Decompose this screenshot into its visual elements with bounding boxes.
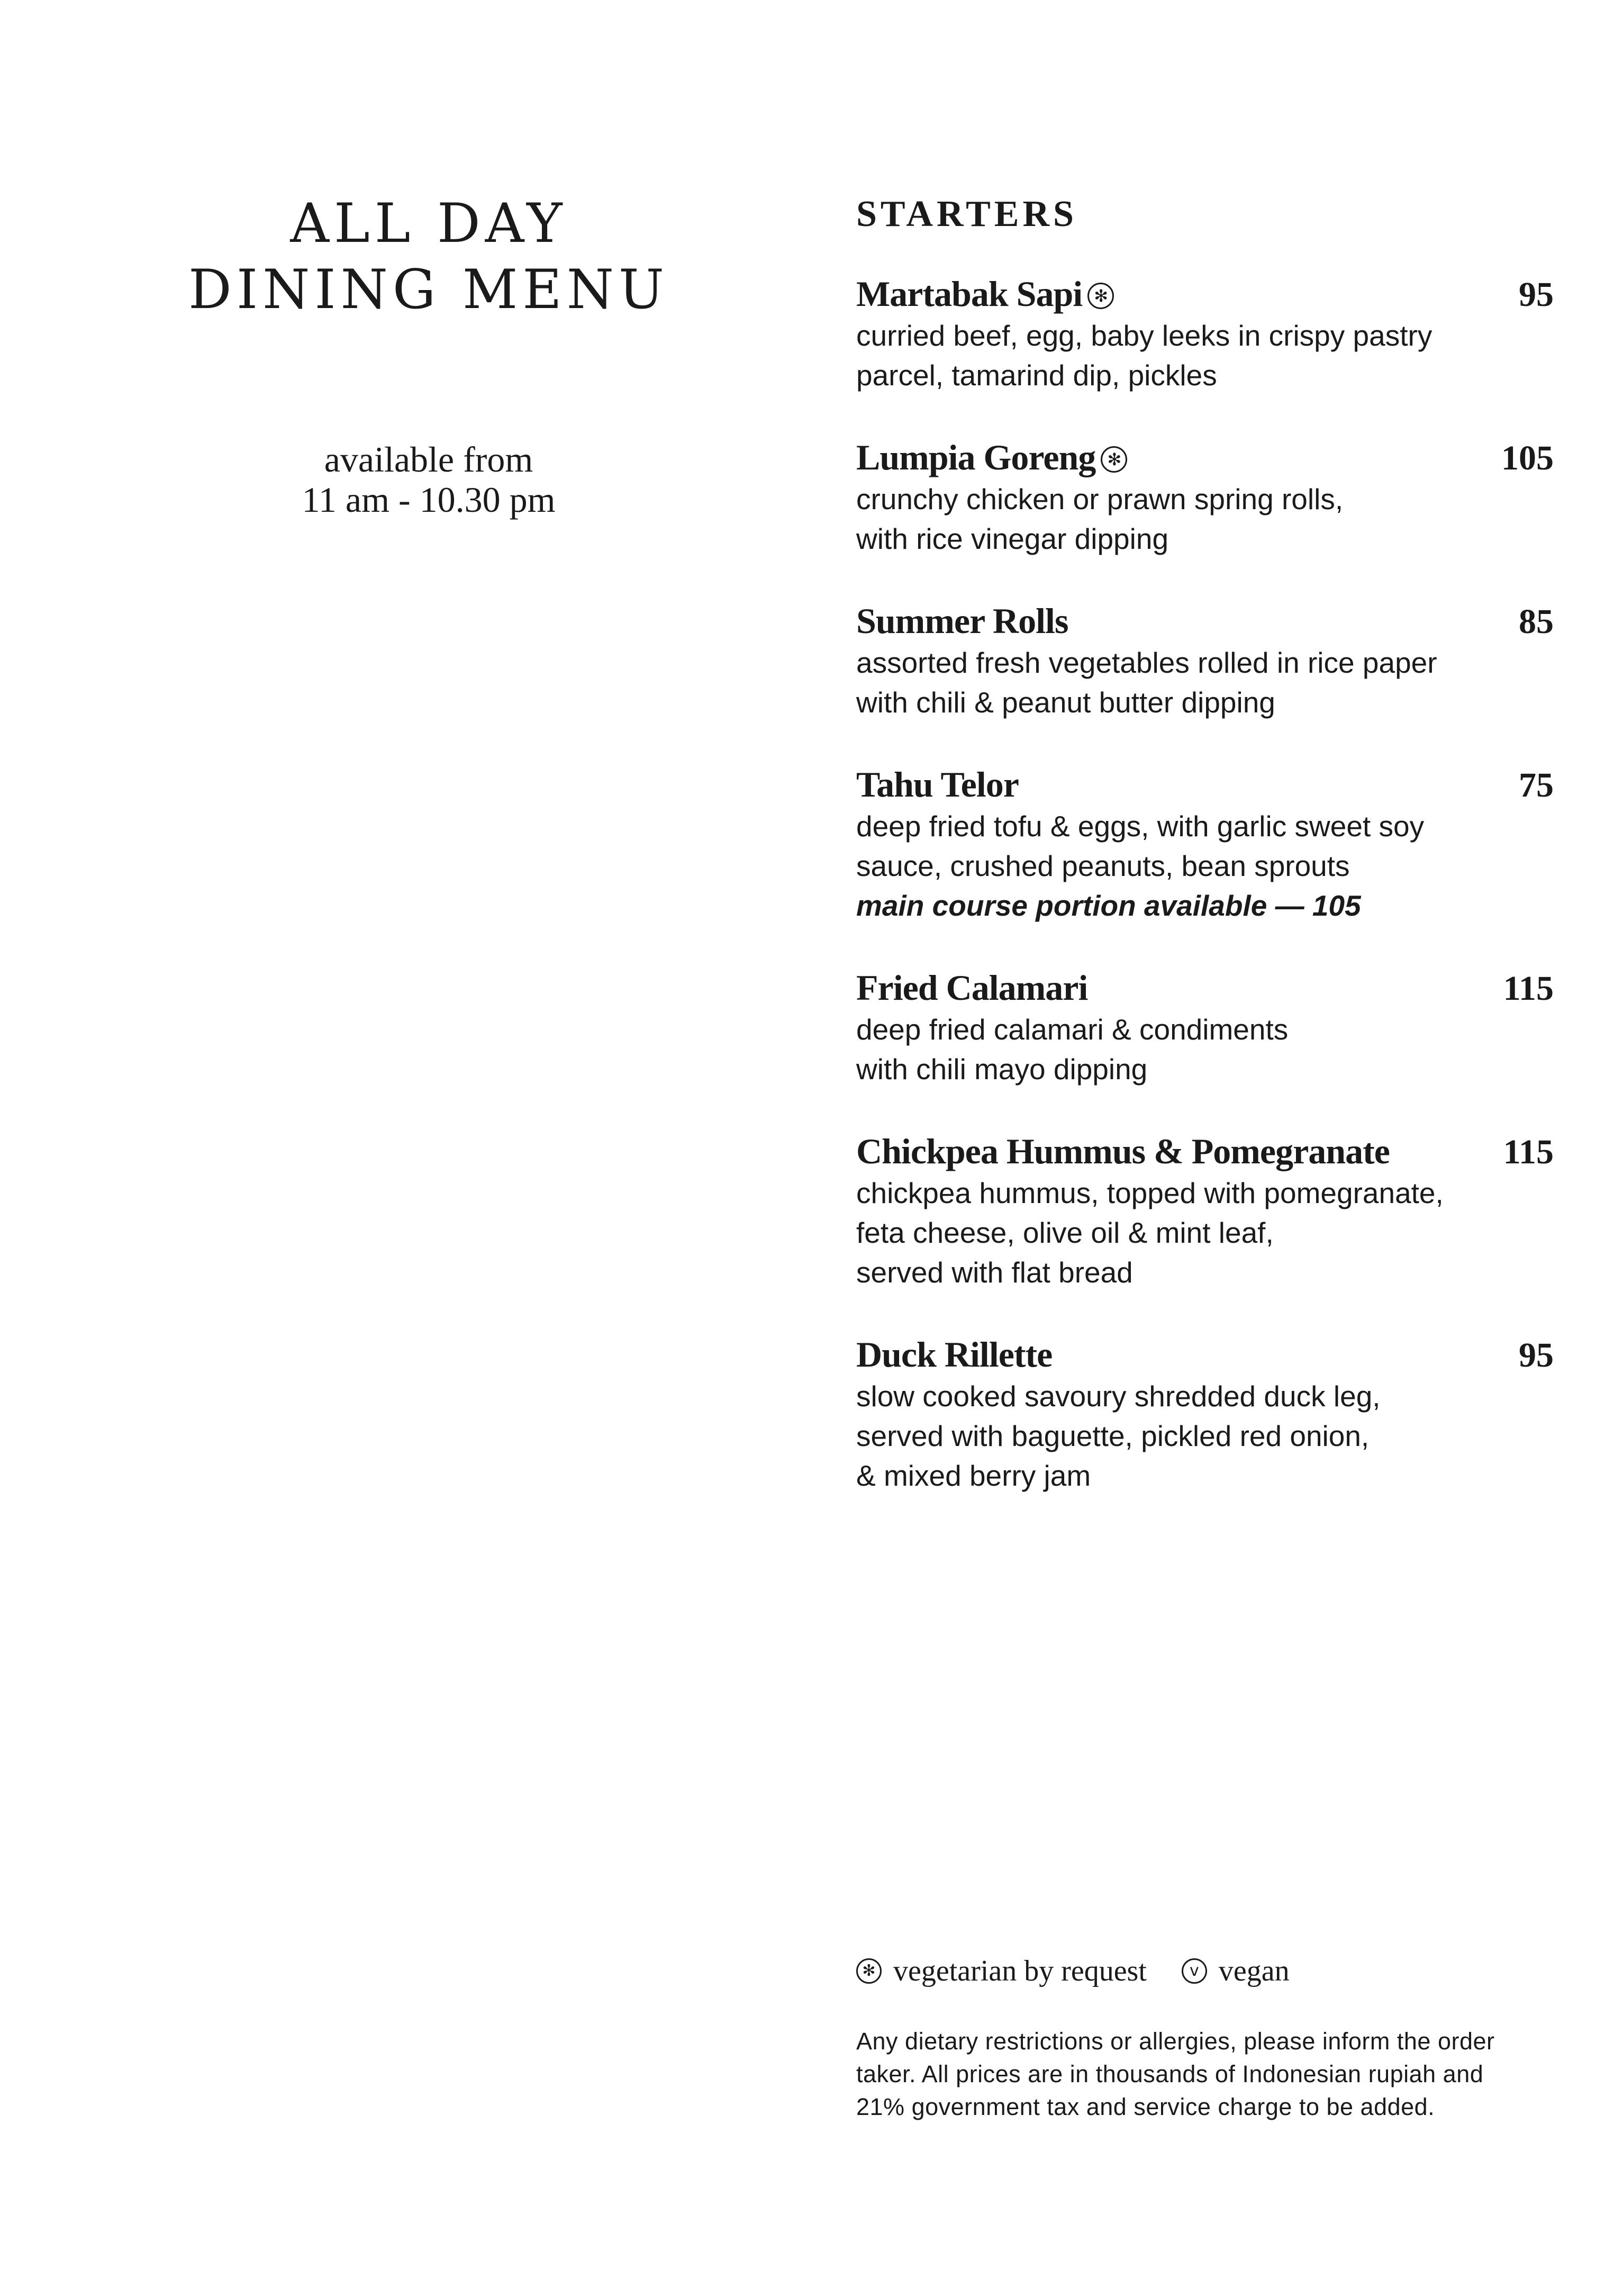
- item-description: [856, 480, 1554, 559]
- availability-label: available from: [324, 439, 533, 480]
- availability-hours: [153, 439, 704, 520]
- disclaimer-line: taker. All prices are in thousands of Indonesian rupiah and: [856, 2060, 1484, 2087]
- item-price: 115: [1503, 1133, 1554, 1171]
- starters-section: [856, 193, 1554, 1536]
- item-name: Chickpea Hummus & Pomegranate: [856, 1131, 1390, 1171]
- disclaimer-text: [856, 2025, 1560, 2123]
- menu-item-summer-rolls: [856, 600, 1554, 722]
- description-line: curried beef, egg, baby leeks in crispy pastry: [856, 319, 1432, 352]
- legend-vegetarian: [856, 1954, 1147, 1988]
- description-line: assorted fresh vegetables rolled in rice paper: [856, 646, 1437, 679]
- item-price: 75: [1519, 766, 1554, 804]
- menu-item-tahu-telor: [856, 763, 1554, 926]
- description-line: served with baguette, pickled red onion,: [856, 1420, 1370, 1452]
- description-line: deep fried calamari & condiments: [856, 1013, 1289, 1046]
- menu-item-duck-rillette: [856, 1333, 1554, 1496]
- vegetarian-by-request-icon: ✻: [856, 1958, 882, 1984]
- description-line: deep fried tofu & eggs, with garlic sweet soy: [856, 810, 1425, 843]
- menu-item-martabak-sapi: [856, 273, 1554, 395]
- description-line: crunchy chicken or prawn spring rolls,: [856, 483, 1344, 516]
- item-name: Fried Calamari: [856, 968, 1088, 1008]
- description-line: sauce, crushed peanuts, bean sprouts: [856, 849, 1350, 882]
- item-price: 105: [1501, 439, 1554, 477]
- item-name: Summer Rolls: [856, 601, 1068, 641]
- item-description: [856, 1173, 1554, 1292]
- description-line: with chili & peanut butter dipping: [856, 686, 1275, 719]
- menu-item-lumpia-goreng: [856, 436, 1554, 559]
- item-description: [856, 1377, 1554, 1496]
- menu-item-fried-calamari: [856, 966, 1554, 1089]
- legend-vegan: [1182, 1954, 1290, 1988]
- item-name: Lumpia Goreng: [856, 437, 1096, 477]
- item-description: [856, 1010, 1554, 1089]
- menu-header: [153, 191, 704, 520]
- legend-vegetarian-label: vegetarian by request: [893, 1955, 1147, 1987]
- vegetarian-by-request-icon: ✻: [1087, 283, 1114, 309]
- description-line: with rice vinegar dipping: [856, 522, 1169, 555]
- menu-item-chickpea-hummus: [856, 1130, 1554, 1292]
- item-note: main course portion available — 105: [856, 889, 1361, 922]
- item-price: 95: [1519, 1336, 1554, 1375]
- item-description: [856, 316, 1554, 395]
- item-price: 85: [1519, 602, 1554, 641]
- description-line: slow cooked savoury shredded duck leg,: [856, 1380, 1381, 1413]
- availability-time: 11 am - 10.30 pm: [302, 480, 556, 520]
- item-name: Martabak Sapi: [856, 274, 1083, 314]
- legend-vegan-label: vegan: [1218, 1955, 1290, 1987]
- section-heading: STARTERS: [856, 194, 1077, 234]
- description-line: served with flat bread: [856, 1256, 1133, 1289]
- description-line: & mixed berry jam: [856, 1459, 1091, 1492]
- item-price: 115: [1503, 969, 1554, 1008]
- item-name: Tahu Telor: [856, 764, 1019, 804]
- description-line: feta cheese, olive oil & mint leaf,: [856, 1216, 1274, 1249]
- title-line-1: ALL DAY: [290, 192, 567, 255]
- item-description: [856, 807, 1554, 886]
- menu-list: [856, 273, 1554, 1496]
- title-line-2: DINING MENU: [188, 258, 669, 321]
- item-description: [856, 643, 1554, 722]
- vegan-icon: v: [1182, 1958, 1207, 1984]
- description-line: with chili mayo dipping: [856, 1053, 1148, 1086]
- item-price: 95: [1519, 275, 1554, 314]
- disclaimer-line: 21% government tax and service charge to be added.: [856, 2093, 1435, 2120]
- disclaimer-line: Any dietary restrictions or allergies, please inform the order: [856, 2028, 1495, 2055]
- vegetarian-by-request-icon: ✻: [1101, 446, 1127, 473]
- description-line: parcel, tamarind dip, pickles: [856, 359, 1217, 392]
- description-line: chickpea hummus, topped with pomegranate,: [856, 1177, 1444, 1209]
- page-title: [153, 191, 704, 323]
- dietary-legend: [856, 1954, 1325, 1988]
- item-name: Duck Rillette: [856, 1334, 1053, 1375]
